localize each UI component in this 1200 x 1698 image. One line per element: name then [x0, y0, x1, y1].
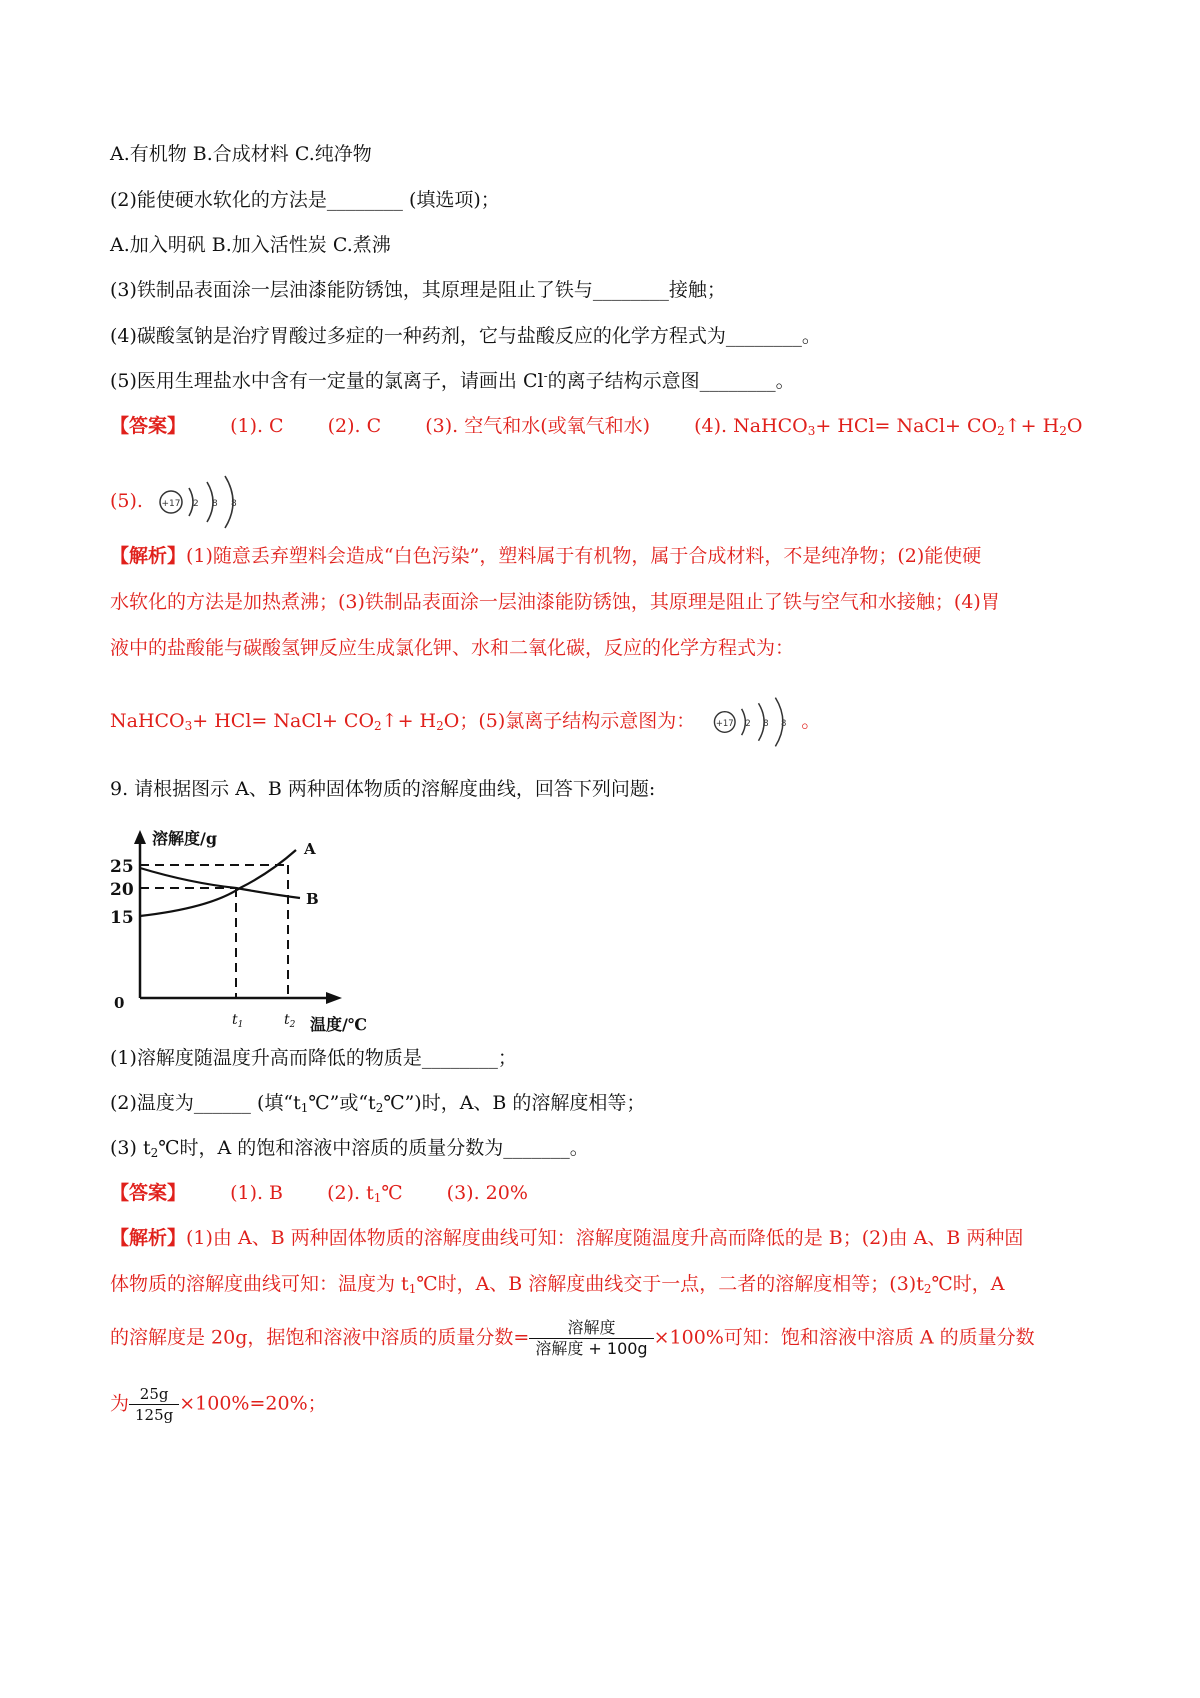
q5-charge: - [543, 369, 548, 383]
analysis-label: 【解析】 [110, 1227, 187, 1249]
q9-answer [110, 1179, 528, 1207]
curve-a-label: A [304, 840, 316, 858]
analysis-text-1: (1)随意丢弃塑料会造成“白色污染”，塑料属于有机物，属于合成材料，不是纯净物；(2)能使硬 [186, 545, 982, 567]
q8-analysis-line-1 [110, 542, 981, 570]
svg-text:8: 8 [231, 499, 237, 509]
q8-question-3: (3)铁制品表面涂一层油漆能防锈蚀，其原理是阻止了铁与________接触； [110, 279, 726, 301]
mass-fraction-calc: $\frac{25g}{125g}$ [129, 1384, 179, 1425]
answer-3: (3). 空气和水(或氧气和水) [425, 415, 651, 437]
curve-b [140, 868, 300, 898]
q9-analysis-line-1 [110, 1224, 1023, 1252]
answer-5-label: (5). [110, 490, 143, 512]
svg-text:2: 2 [193, 499, 199, 509]
q8-answer-5 [110, 470, 249, 534]
solubility-curve-chart [110, 828, 380, 1038]
q9-analysis-line-2: 体物质的溶解度曲线可知：温度为 $t_1℃$时，A、B 溶解度曲线交于一点，二者的溶解度相等；$(3)t_2℃$时，A [110, 1273, 1005, 1296]
q9-question-3: (3) $t_2℃$时，A 的饱和溶液中溶质的质量分数为_______。 [110, 1137, 589, 1160]
chloride-ion-structure-diagram-2 [701, 692, 801, 752]
answer-1: (1). C [230, 415, 284, 437]
q9-question-1: (1)溶解度随温度升高而降低的物质是________； [110, 1047, 517, 1069]
q8-options-1: A.有机物 B.合成材料 C.纯净物 [110, 143, 372, 165]
answer-label: 【答案】 [110, 1182, 187, 1204]
q8-analysis-line-2: 水软化的方法是加热煮沸；(3)铁制品表面涂一层油漆能防锈蚀，其原理是阻止了铁与空气和水接触；(4)胃 [110, 591, 1000, 613]
analysis-label: 【解析】 [110, 545, 187, 567]
q9-analysis-line-4: 为 $\frac{25g}{125g}$ ×100%=20%； [110, 1385, 327, 1424]
q8-answer [110, 412, 1082, 440]
x-tick-t2: $t_2$ [284, 1012, 296, 1030]
q8-question-2: (2)能使硬水软化的方法是________ (填选项)； [110, 189, 500, 211]
answer-3: (3). 20% [446, 1182, 528, 1204]
svg-text:8: 8 [781, 717, 787, 728]
q5-text-end: 的离子结构示意图________。 [547, 370, 795, 392]
y-tick-25: 25 [110, 857, 134, 877]
y-tick-15: 15 [110, 908, 134, 928]
q9-title: 9. 请根据图示 A、B 两种固体物质的溶解度曲线，回答下列问题: [110, 778, 656, 800]
x-axis-label: 温度/℃ [310, 1015, 368, 1034]
answer-1: (1). B [230, 1182, 284, 1204]
curve-b-label: B [306, 890, 319, 908]
y-axis-arrow [134, 830, 146, 844]
svg-text:8: 8 [212, 499, 218, 509]
answer-2: (2). $t_1℃$ [327, 1182, 403, 1205]
y-axis-label: 溶解度/g [152, 829, 218, 848]
q8-question-5 [110, 367, 795, 395]
x-tick-t1: $t_1$ [232, 1012, 244, 1030]
mass-fraction-formula: $\frac{\text{溶解度}}{\text{溶解度 + 100g}}$ [529, 1318, 653, 1359]
answer-2: (2). C [327, 415, 382, 437]
q9-analysis-line-3: 的溶解度是 20g，据饱和溶液中溶质的质量分数= $\frac{\text{溶解度}}{\text{溶解度 + 100g}}$ ×100%可知：饱和溶液中溶质 A 的质量分数 [110, 1318, 1035, 1358]
origin-label: 0 [114, 994, 125, 1012]
svg-text:2: 2 [745, 717, 752, 728]
answer-4: (4). NaHCO$_3$+ HCl= NaCl+ $CO_2↑+ H_2O$ [694, 415, 1083, 438]
q8-question-4: (4)碳酸氢钠是治疗胃酸过多症的一种药剂，它与盐酸反应的化学方程式为________。 [110, 325, 821, 347]
q5-text: (5)医用生理盐水中含有一定量的氯离子，请画出 Cl [110, 370, 544, 392]
x-axis-arrow [326, 992, 342, 1004]
curve-a [140, 850, 296, 916]
q8-analysis-line-4: NaHCO$_3$+ HCl= NaCl+ $CO_2↑+ H_2O$；(5)氯离子结构示意图为： +17 2 8 8 。 [110, 692, 820, 752]
svg-text:+17: +17 [716, 717, 734, 728]
svg-text:+17: +17 [161, 499, 181, 509]
y-tick-20: 20 [110, 880, 134, 900]
q8-analysis-line-3: 液中的盐酸能与碳酸氢钾反应生成氯化钾、水和二氧化碳，反应的化学方程式为： [110, 637, 795, 659]
answer-label: 【答案】 [110, 415, 187, 437]
q8-options-2: A.加入明矾 B.加入活性炭 C.煮沸 [110, 234, 391, 256]
q9-question-2: (2)温度为______ (填“$t_1℃$”或“$t_2℃$”)时，A、B 的溶解度相等； [110, 1092, 646, 1115]
chloride-ion-structure-diagram [149, 470, 249, 534]
svg-text:8: 8 [763, 717, 769, 728]
analysis-text-1: (1)由 A、B 两种固体物质的溶解度曲线可知：溶解度随温度升高而降低的是 B；(2)由 A、B 两种固 [186, 1227, 1024, 1249]
